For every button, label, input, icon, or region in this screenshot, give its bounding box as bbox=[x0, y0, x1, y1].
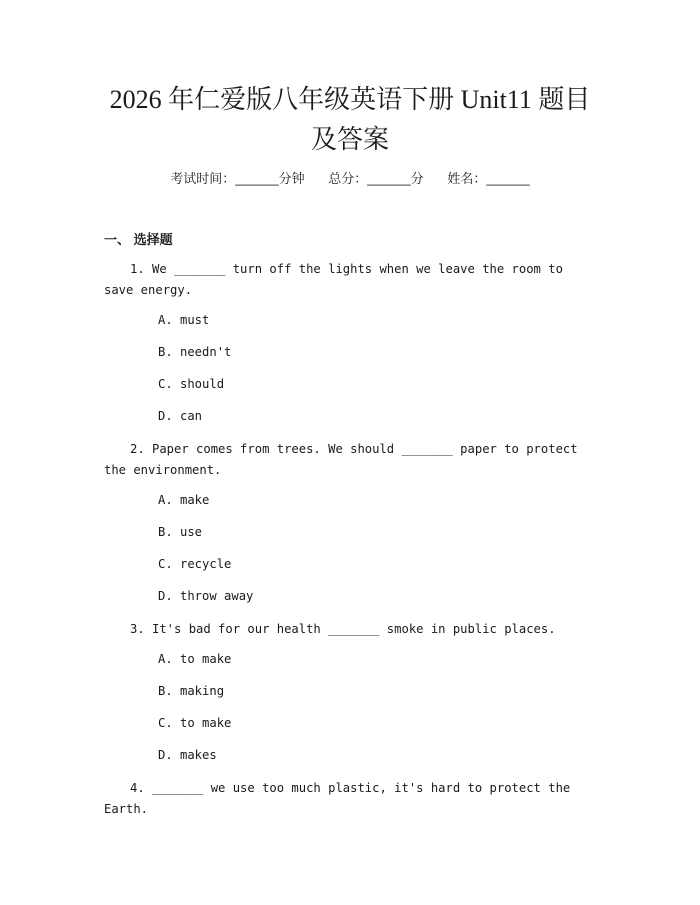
option-2a: A. make bbox=[158, 493, 210, 507]
option-1b: B. needn't bbox=[158, 345, 232, 359]
option-1c: C. should bbox=[158, 377, 225, 391]
title-line-2: 及答案 bbox=[310, 125, 389, 154]
question-2: 2. Paper comes from trees. We should _______ paper to protect the environment. bbox=[104, 442, 578, 477]
title-line-1: 2026 年仁爱版八年级英语下册 Unit11 题目 bbox=[109, 85, 591, 114]
page-title bbox=[0, 80, 700, 160]
exam-time: 考试时间：______分钟 bbox=[170, 171, 305, 186]
exam-info bbox=[0, 168, 700, 187]
question-3: 3. It's bad for our health _______ smoke in public places. bbox=[130, 622, 556, 636]
exam-score: 总分：______分 bbox=[328, 171, 424, 186]
option-3a: A. to make bbox=[158, 652, 232, 666]
option-3b: B. making bbox=[158, 684, 225, 698]
question-4: 4. _______ we use too much plastic, it's hard to protect the Earth. bbox=[104, 781, 571, 816]
option-3d: D. makes bbox=[158, 748, 217, 762]
section-heading: 一、 选择题 bbox=[104, 232, 173, 247]
option-2c: C. recycle bbox=[158, 557, 232, 571]
option-1a: A. must bbox=[158, 313, 210, 327]
option-2d: D. throw away bbox=[158, 589, 254, 603]
question-1: 1. We _______ turn off the lights when we leave the room to save energy. bbox=[104, 262, 563, 297]
option-1d: D. can bbox=[158, 409, 203, 423]
option-2b: B. use bbox=[158, 525, 203, 539]
option-3c: C. to make bbox=[158, 716, 232, 730]
exam-name: 姓名：______ bbox=[447, 171, 530, 186]
